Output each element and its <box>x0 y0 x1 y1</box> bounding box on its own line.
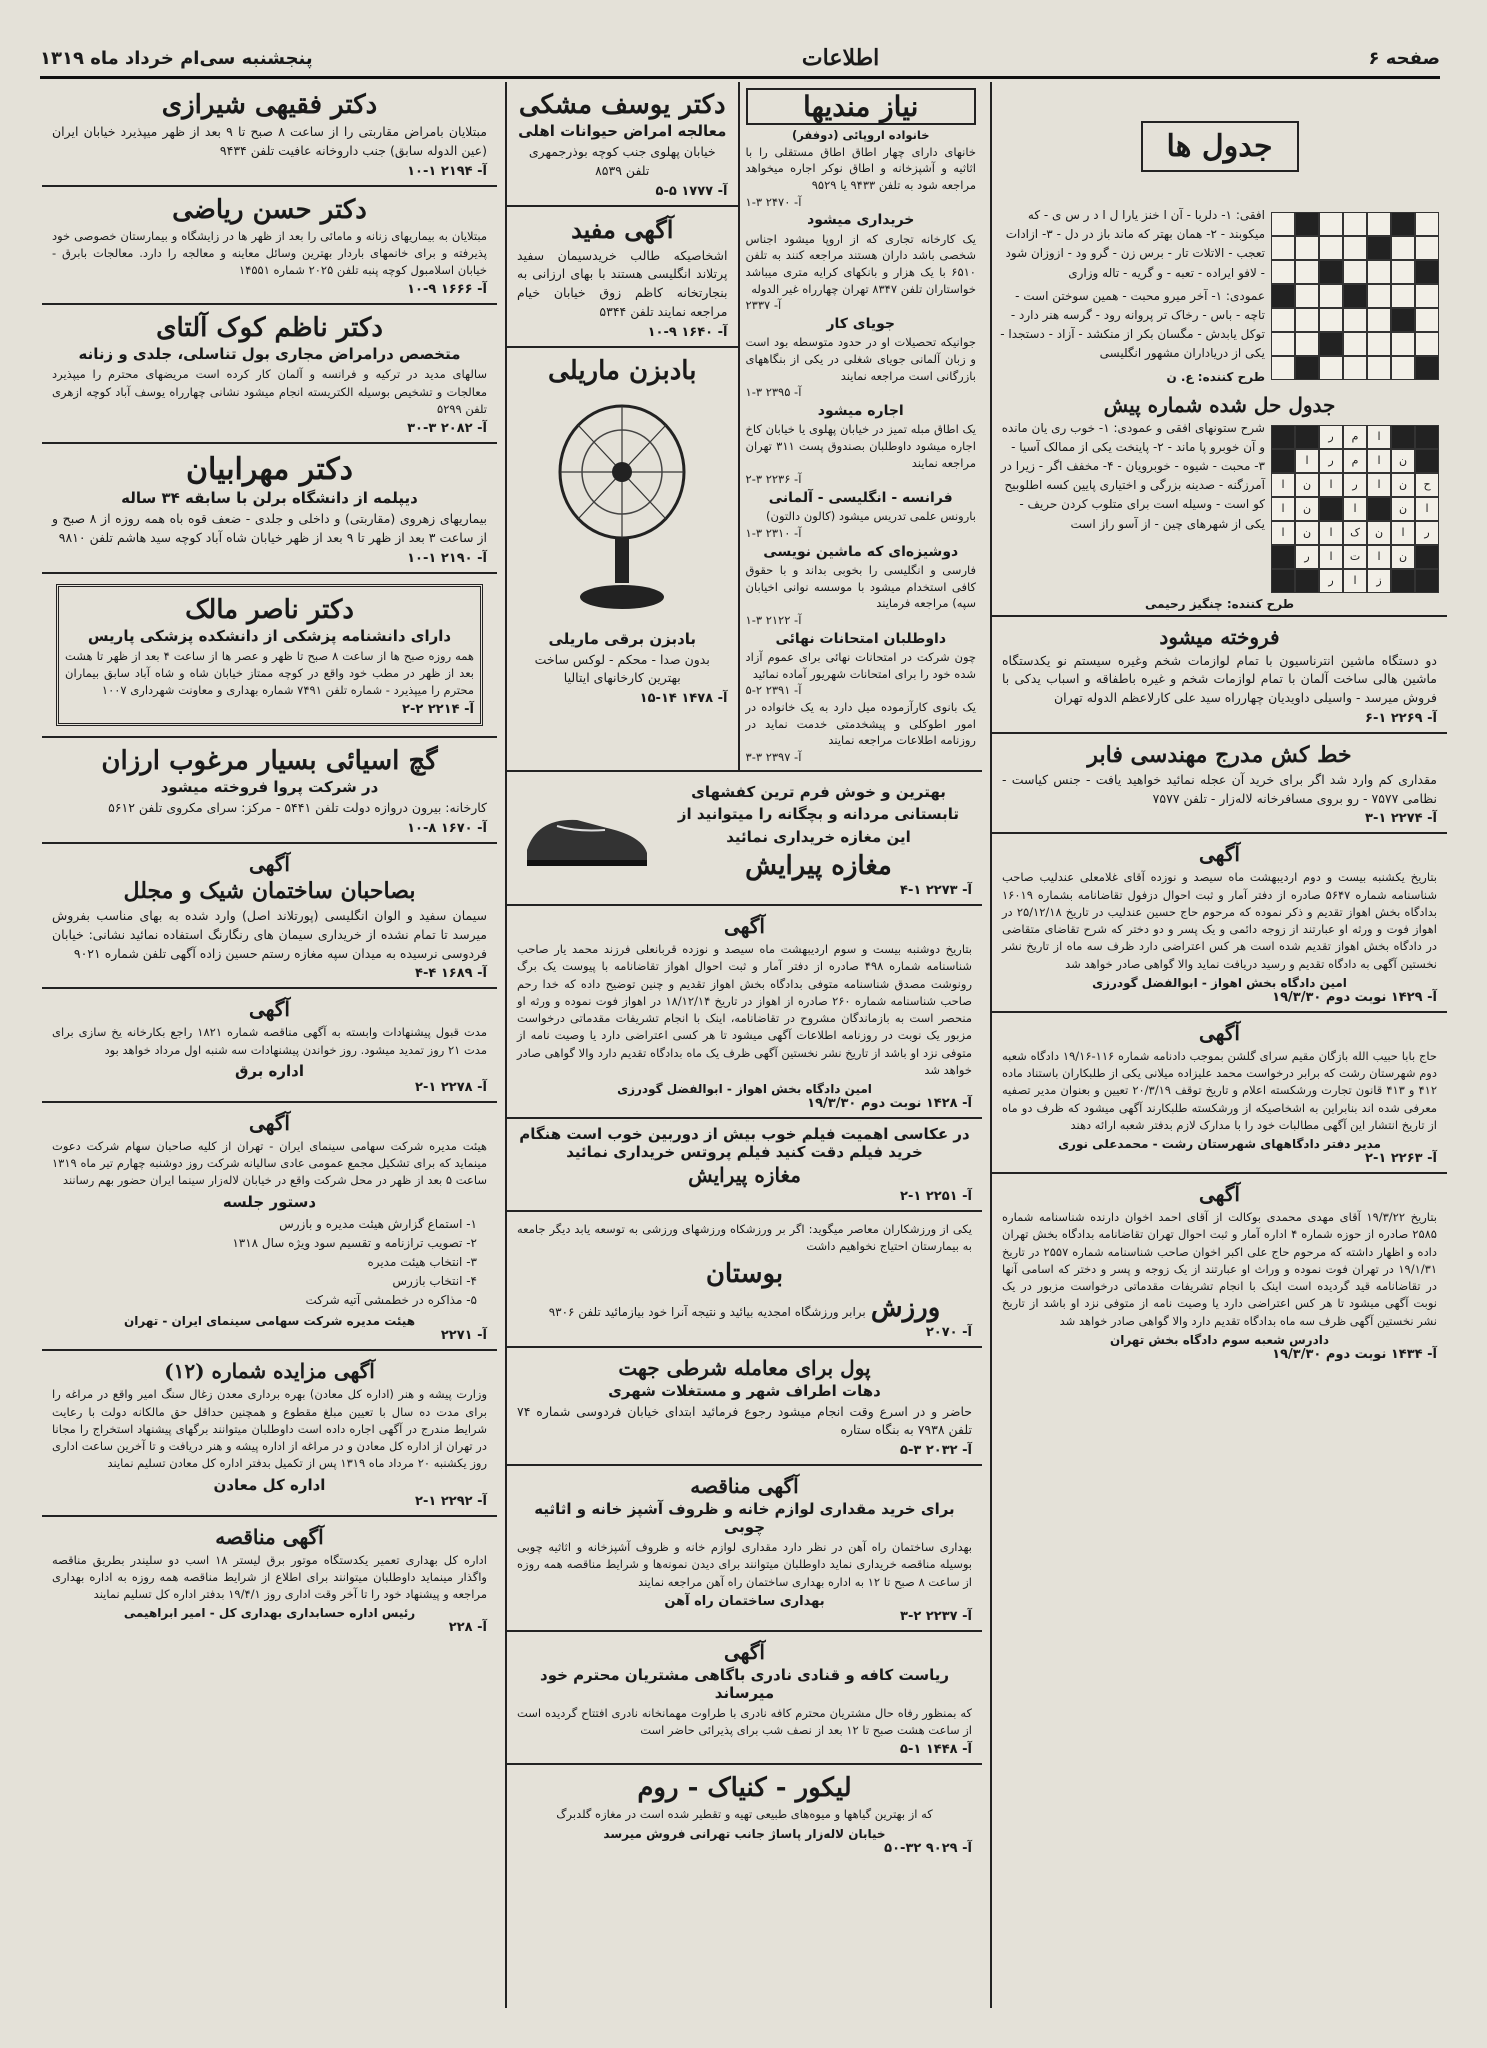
notice-body: حاج بابا حبیب الله بازگان مقیم سرای گلشن بموجب دادنامه شماره ۱۱۶-۱۹/۱۶ دادگاه شعبه دوم شهرستان رشت که برابر درخواست محمد علیزاده میلانی یکی از طلبکاران باستناد ماده ۴۱۲ و ۴۱۳ قانون تجارت ورشکسته اعلام و تاریخ توقف ۲۰/۳/۱۹ تعیین و بعنوان مدیر تصفیه معرفی شده اند بنابراین به اشخاصیکه از ورشکسته طلبکارند آگهی میشود که ظرف دو ماه از تاریخ انتشار این آگهی مطالبات خود را با مدارک لازم بدفتر شعبه ارائه دهند <box>1002 1048 1438 1132</box>
classified-item: خانواده اروپائی (دوففر) خانهای دارای چهار اطاق اطاق مستقلی را با اثاثیه و آشپزخانه و اطاق نوکر اجاره میخواهد مراجعه شود به تلفن ۹۴۳۳ یا ۹۵۲۹ آ- ۲۴۷۰ ۳-۱ <box>745 128 976 209</box>
column-left <box>42 82 497 2008</box>
ad-doctor-mehrabian <box>42 444 497 574</box>
tender-sign: بهداری ساختمان راه آهن <box>664 1593 825 1609</box>
crossword-title: جدول ها <box>1141 121 1299 172</box>
notice-title: آگهی <box>1199 842 1240 867</box>
doctor-tel: آ- ۲۲۱۴ ۲-۲ <box>402 702 474 718</box>
ad-ruler-title: خط کش مدرج مهندسی فابر <box>1087 741 1352 768</box>
notice-sign: دادرس شعبه سوم دادگاه بخش تهران <box>1109 1332 1330 1347</box>
ad-sale-tel: آ- ۲۲۶۹ ۱-۶ <box>1365 710 1437 726</box>
doctor-name: دکتر ناصر مالک <box>185 594 354 625</box>
tender-tel: آ- ۲۲۸ <box>448 1620 487 1636</box>
newspaper-name: اطلاعات <box>801 45 880 71</box>
ad-ruler <box>992 734 1447 835</box>
cinema-tel: آ- ۲۲۷۱ <box>440 1328 487 1344</box>
agenda-item: ۴- انتخاب بازرس <box>392 1274 477 1289</box>
classified-item: خریداری میشود یک کارخانه تجاری که از اروپا میشود اجناس شخصی باشد داران هستند مراجعه کنند به تلفن ۶۵۱۰ با یک هزار و بانکهای کرایه متری میباشد خواستاران تلفن ۸۳۴۷ تهران چهارراه غیر الدوله آ- ۲۳۳۷ <box>745 212 976 313</box>
notice-sign: امین دادگاه بخش اهواز - ابوالفضل گودرزی <box>1092 975 1347 990</box>
cinema-sign: هیئت مدیره شرکت سهامی سینمای ایران - تهران <box>123 1314 416 1329</box>
doctor-tel: آ- ۲۱۹۰ ۱-۱۰ <box>407 550 487 566</box>
cinema-agenda <box>52 1215 487 1311</box>
issue-date: پنجشنبه سی‌ام خرداد ماه ۱۳۱۹ <box>40 47 313 69</box>
column-middle <box>505 82 982 2008</box>
shoe-tel: آ- ۲۲۷۳ ۱-۴ <box>900 883 972 899</box>
agenda-item: ۵- مذاکره در خطمشی آتیه شرکت <box>305 1293 477 1308</box>
notice-body: بتاریخ دوشنبه بیست و سوم اردیبهشت ماه سیصد و نوزده قربانعلی فرزند محمد یار صاحب شناسنامه شماره ۴۹۸ صادره از دفتر آمار و ثبت احوال اهواز تقاضانامه با پیوست یک برگ رونوشت مصدق شناسنامه متوفی بدادگاه بخش اهواز تقدیم و چنین توضیح داده که خدا رحم صاحب شناسنامه شماره ۲۶۰ صادره از اهواز در تاریخ ۱۸/۱۲/۱۴ در اهواز فوت نموده و ورثه او منحصر است به بازماندگان مشروح در تقاضانامه، اینک با انجام تشریفات مقدماتی درخواست مزبور یک نوبت در روزنامه اطلاعات آگهی میشود تا هر کسی اعتراضی دارد یا وصیت نامه از متوفی نزد او باشد از تاریخ نشر نخستین آگهی ظرف یک ماه بدادگاه تقدیم دارد والا گواهی صادر خواهد شد <box>517 942 972 1077</box>
plaster-body: کارخانه: بیرون دروازه دولت تلفن ۵۴۴۱ - مرکز: سرای مکروی تلفن ۵۶۱۲ <box>108 800 487 816</box>
ad-sale-title: فروخته میشود <box>1159 624 1280 649</box>
doctor-name: دکتر ناظم کوک آلتای <box>156 313 383 344</box>
agenda-item: ۲- تصویب ترازنامه و تقسیم سود ویژه سال ۱۳۱۸ <box>232 1235 477 1250</box>
ad-auction <box>42 1351 497 1516</box>
money-tel: آ- ۲۰۳۲ ۳-۵ <box>900 1443 972 1459</box>
page-number: صفحه ۶ <box>1368 47 1440 69</box>
cement-tel: آ- ۱۶۸۹ ۴-۴ <box>415 966 487 982</box>
doctor-body: همه روزه صبح ها از ساعت ۸ صبح تا ظهر و عصر ها از ساعت ۴ بعد از ظهر تا هشت بعد از ظهر در مطب خود واقع در کوچه ممتاز خیابان شاه و شاه آباد سابق بیماران محترم را میپذیرد - شماره تلفن ۷۴۹۱ شماره بهداری و معاونت شهرداری ۱۰۰۷ <box>65 648 474 697</box>
crossword-body <box>1000 206 1439 387</box>
ad-fan <box>507 348 738 713</box>
notice-tel: آ- ۲۲۶۳ ۱-۲ <box>1365 1151 1437 1167</box>
auction-body: وزارت پیشه و هنر (اداره کل معادن) بهره برداری معدن زغال سنگ امیر واقع در مراغه را برای مدت ده سال با تعیین مبلغ مقطوع و همچنین حداقل حق مالکانه دولت با رعایت شرایط مندرج در آگهی اجاره داده است داوطلبان میتوانند برگهای پیشنهاد استخراج را مجانا در تهران از اداره کل معادن و در مراغه از اداره پیشه و هنر دریافت و تا آخرین ساعت اداری روز یکشنبه ۲۰ مرداد ماه ۱۳۱۹ پس از تکمیل بدفتر اداره کل معادن تسلیم نمایند <box>52 1387 487 1471</box>
solved-title: جدول حل شده شماره پیش <box>1103 392 1336 417</box>
shoe-illustration <box>517 798 657 878</box>
page-header <box>40 40 1440 79</box>
auction-tel: آ- ۲۲۹۲ ۱-۲ <box>415 1493 487 1509</box>
notice-inheritance-2 <box>992 1174 1447 1368</box>
doctor-body: مبتلایان بامراض مقاربتی را از ساعت ۸ صبح تا ۹ بعد از ظهر میپذیرد خیابان ایران (عین الدوله سابق) جنب داروخانه عافیت تلفن ۹۴۳۴ <box>52 124 487 158</box>
ad-cafe <box>507 1632 982 1766</box>
notice-title: آگهی <box>1199 1182 1240 1207</box>
middle-top-left <box>507 82 738 770</box>
doctor-sub: متخصص درامراض مجاری بول تناسلی، جلدی و زنانه <box>78 345 461 364</box>
ad-useful <box>507 207 738 348</box>
solved-body <box>1000 419 1439 597</box>
solved-grid: ا م ر ن ا م ر ا ح ن ا ر ا ن ا ا ن ا ن ا ر ا ن ک ا ن ا ن ا ت ا ر ز ا ر <box>1273 425 1439 591</box>
money-body: حاضر و در اسرع وقت انجام میشود رجوع فرمائید ابتدای خیابان فردوسی شماره ۷۴ تلفن ۷۹۳۸ به بنگاه ستاره <box>517 1403 972 1438</box>
plaster-title: گچ اسیائی بسیار مرغوب ارزان <box>101 746 438 777</box>
notice-title: آگهی <box>1199 1020 1240 1045</box>
money-title: پول برای معامله شرطی جهت <box>618 1355 871 1380</box>
ad-doctor-faghihi <box>42 82 497 187</box>
varzesh-title: ورزش <box>870 1292 941 1323</box>
electric-title: آگهی <box>249 997 290 1022</box>
notice-tel: آ- ۱۴۳۴ نوبت دوم ۱۹/۳/۳۰ <box>1272 1346 1437 1362</box>
cinema-agenda-title: دستور جلسه <box>222 1192 317 1211</box>
column-right <box>990 82 1447 2008</box>
crossword-header <box>1000 86 1439 206</box>
tender-sign: رئیس اداره حسابداری بهداری کل - امیر ابراهیمی <box>123 1606 416 1621</box>
liqueur-title: لیکور - کنیاک - روم <box>637 1773 852 1804</box>
fan-tel: آ- ۱۴۷۸ ۱۴-۱۵ <box>639 691 728 706</box>
liqueur-body: که از بهترین گیاهها و میوه‌های طبیعی تهیه و تقطیر شده است در مغازه گلدبرگ <box>556 1807 933 1822</box>
cement-body: سیمان سفید و الوان انگلیسی (پورتلاند اصل) وارد شده به بهای مناسب بفروش میرسد تا تمام نشده از خریداری سیمان های رنگارنگ استفاده نمائید نشانی: خیابان فردوسی نرسیده به میدان سپه مغازه رستم حسین زاده آگهی تلفن شماره ۹۰۲۱ <box>52 908 487 961</box>
cafe-title: آگهی <box>724 1639 765 1664</box>
ad-film <box>507 1119 982 1212</box>
ad-plaster <box>42 738 497 844</box>
tender-body: اداره کل بهداری تعمیر یکدستگاه موتور برق لیستر ۱۸ اسب دو سلیندر بطریق مناقصه واگذار مینماید داوطلبان میتوانند برای اطلاع از شرایط مناقصه همه روزه به اداره بهداری مراجعه و پیشنهاد خود را تا آخر وقت اداری روز ۱۹/۴/۱ بدفتر اداره کل تسلیم نمایند <box>52 1552 487 1602</box>
film-tel: آ- ۲۲۵۱ ۱-۲ <box>900 1189 972 1205</box>
fan-sub: بادبزن برقی ماریلی <box>548 629 697 648</box>
cement-title: آگهی <box>249 852 290 876</box>
cafe-sub: ریاست کافه و قنادی نادری باگاهی مشتریان محترم خود میرساند <box>540 1665 949 1702</box>
doctor-sub: دارای دانشنامه پزشکی از دانشکده پزشکی پاریس <box>87 626 452 645</box>
agenda-item: ۱- استماع گزارش هیئت مدیره و بازرس <box>279 1216 477 1231</box>
classified-item: دوشیزه‌ای که ماشین نویسی فارسی و انگلیسی را بخوبی بداند و با حقوق کافی استخدام میشود با موسسه نوانی اخیابان سپه) مراجعه فرمایند آ- ۲۱۲۲ ۳-۱ <box>745 543 976 627</box>
fan-desc: بدون صدا - محکم - لوکس ساخت بهترین کارخانهای ایتالیا <box>534 651 710 686</box>
notice-inheritance-1 <box>992 834 1447 1013</box>
notice-body: بتاریخ یکشنبه بیست و دوم اردیبهشت ماه سیصد و نوزده آقای غلامعلی عندلیب صاحب شناسنامه شماره ۵۶۴۷ صادره از دفتر آمار و ثبت احوال دزفول تقاضانامه بشماره ۱۶۰۱۹ بدادگاه بخش اهواز تقدیم و ذکر نموده که مرحوم حاج حسین عندلیب در تاریخ ۲۵/۱۲/۱۸ در اهواز فوت و ورثه او عبارتند از زوجه دائمی و یک پسر و دو دختر که شرح تقاضای متقاضی در دادگاه بخش اهواز تقدیم شده است هر کس اعتراضی دارد ظرف سه ماه از تاریخ نشر نخستین آگهی به دادگاه تقدیم و رسید دریافت نماید والا گواهی صادر خواهد شد <box>1002 870 1437 971</box>
ad-vet-doctor <box>507 82 738 207</box>
doctor-body: سالهای مدید در ترکیه و فرانسه و آلمان کار کرده است مریضهای محترم را میپذیرد معالجات و تشخیص بوسیله الکتریسته انجام میشود نشانی چهارراه یوسف آباد کوچه ازهری تلفن ۵۲۹۹ <box>52 367 487 416</box>
doctor-tel: آ- ۲۱۹۴ ۱-۱۰ <box>407 163 487 179</box>
auction-title: آگهی مزایده شماره (۱۲) <box>164 1359 375 1384</box>
ad-electric-office <box>42 989 497 1103</box>
ad-sale-machines <box>992 617 1447 734</box>
ad-tender-health <box>42 1517 497 1642</box>
film-headline: در عکاسی اهمیت فیلم خوب بیش از دوربین خوب است هنگام خرید فیلم دقت کنید فیلم پروتس خریداری نمائید <box>519 1125 970 1162</box>
ad-liqueur <box>507 1765 982 1861</box>
ad-doctor-altay <box>42 305 497 444</box>
middle-top-split <box>507 82 982 772</box>
classifieds-title: نیاز مندیها <box>746 88 977 125</box>
varzesh-tel: آ- ۲۰۷۰ <box>925 1324 972 1340</box>
vet-addr: خیابان پهلوی جنب کوچه بوذرجمهری تلفن ۸۵۳۹ <box>528 144 716 178</box>
electric-body: مدت قبول پیشنهادات وابسته به آگهی مناقصه شماره ۱۸۲۱ راجع بکارخانه یخ سازی برای مدت ۲۱ روز تمدید میشود. روز خواندن پیشنهادات سه شنبه اول مرداد خواهد بود <box>52 1025 488 1057</box>
agenda-item: ۳- انتخاب هیئت مدیره <box>367 1254 477 1269</box>
tender-body: بهداری ساختمان راه آهن در نظر دارد مقداری لوازم خانه و ظروف آشپزخانه و اثاثیه چوبی بوسیله مناقصه خریداری نماید داوطلبان میتوانند برای دیدن نمونه‌ها و شرایط مناقصه همه روزه از ساعت ۸ صبح تا ۱۲ به اداره بهداری ساختمان راه آهن مراجعه نمایند <box>517 1540 972 1589</box>
money-sub: دهات اطراف شهر و مستغلات شهری <box>608 1381 881 1400</box>
ad-tender-railway <box>507 1466 982 1632</box>
notice-sign: امین دادگاه بخش اهواز - ابوالفضل گودرزی <box>617 1082 872 1097</box>
vet-sub: معالجه امراض حیوانات اهلی <box>518 122 727 140</box>
cafe-tel: آ- ۱۴۴۸ ۱-۵ <box>900 1742 972 1758</box>
crossword-author: طرح کننده: ع. ن <box>1166 369 1265 384</box>
ad-cinema-meeting <box>42 1103 497 1352</box>
cinema-title: آگهی <box>249 1110 290 1135</box>
classified-item: یک بانوی کارآزموده میل دارد به یک خانواده در امور اطوکلی و پیشخدمتی خدمت نماید در روزنامه اطلاعات مراجعه نمایند آ- ۲۳۹۷ ۳-۳ <box>745 699 976 764</box>
cafe-body: که بمنظور رفاه حال مشتریان محترم کافه نادری با طراوت مهمانخانه نادری افتتاح گردیده است از ساعت هشت صبح تا ۱۲ بعد از نصف شب برای پذیرائی حاضر است <box>517 1705 972 1738</box>
ad-cement <box>42 844 497 989</box>
tender-sub: برای خرید مقداری لوازم خانه و ظروف آشپز خانه و اثاثیه چوبی <box>534 1500 955 1537</box>
bustan-intro: یکی از ورزشکاران معاصر میگوید: اگر بر ورزشکاه ورزشهای ورزشی به توسعه یابد دیگر جامعه به بیمارستان احتیاج نخواهیم داشت <box>517 1222 972 1254</box>
fan-title: بادبزن ماریلی <box>548 355 697 386</box>
solved-desc: شرح ستونهای افقی و عمودی: ۱- خوب ری یان مانده و آن خوبرو پا ماند - ۲- پاینخت یکی از ممالک آسیا - ۳- محبت - شیوه - خوبرویان - ۴- مخفف اگر - زیرا در آمرزگنه - صدینه بزرگی و اختیاری پایین کسه اطلوبیح کو است - وسیله است برای متلوب کردن حریف - یکی از شهرهای چین - از آسو راز است <box>1000 420 1265 531</box>
notice-title: آگهی <box>724 914 765 939</box>
tender-title: آگهی مناقصه <box>215 1524 324 1549</box>
classified-item: داوطلبان امتحانات نهائی چون شرکت در امتحانات نهائی برای عموم آزاد شده خود را برای امتحانات شهریور آماده نمائید آ- ۲۳۹۱ ۲-۵ <box>745 630 976 698</box>
crossword-grid <box>1273 212 1439 378</box>
ad-shoes <box>507 772 982 907</box>
liqueur-tel: آ- ۹۰۲۹ ۳۲-۵۰ <box>884 1840 972 1856</box>
notice-sign: مدیر دفتر دادگاههای شهرستان رشت - محمدعلی نوری <box>1058 1137 1381 1152</box>
ad-doctor-riazi <box>42 187 497 306</box>
useful-title: آگهی مفید <box>571 214 674 244</box>
crossword-section <box>992 82 1447 617</box>
notice-body: بتاریخ ۱۹/۳/۲۲ آقای مهدی محمدی بوکالت از آقای احمد اخوان دارنده شناسنامه شماره ۲۵۸۵ صادره از حوزه شماره ۴ اداره آمار و ثبت احوال تهران تقاضانامه بدادگاه بخش تهران داده و اظهار داشته که مرحوم حاج علی اکبر اخوان صاحب شناسنامه شماره ۲۵۵۷ در تاریخ ۱۹/۱/۳۱ در تهران فوت نموده و وراث او عبارتند از یک زوجه و پسر و دختر که اسامی آنها در تقاضانامه قید گردیده است اینک با انجام تشریفات مقدماتی درخواست مزبور در یک نوبت آگهی میشود تا هر کس اعتراضی دارد یا وصیت نامه از متوفی نزد او باشد از تاریخ نشر نخستین آگهی ظرف سه ماه بدادگاه تقدیم دارد والا گواهی صادر خواهد شد <box>1002 1210 1438 1328</box>
doctor-name: دکتر مهرابیان <box>185 452 354 487</box>
plaster-tel: آ- ۱۶۷۰ ۸-۱۰ <box>407 821 487 836</box>
electric-sign: اداره برق <box>234 1061 305 1080</box>
cinema-body: هیئت مدیره شرکت سهامی سینمای ایران - تهران از کلیه صاحبان سهام شرکت دعوت مینماید که برای تشکیل مجمع عمومی عادی سالیانه شرکت روز دوشنبه چهارم تیر ماه ۱۳۱۹ ساعت ۵ بعد از ظهر در محل شرکت واقع در خیابان لاله‌زار سینما ایران حضور بهم رسانند <box>52 1138 487 1188</box>
ad-bustan <box>507 1212 982 1348</box>
ad-doctor-malek <box>42 574 497 739</box>
doctor-name: دکتر حسن ریاضی <box>172 194 367 225</box>
notice-tel: آ- ۱۴۲۹ نوبت دوم ۱۹/۳/۳۰ <box>1272 989 1437 1005</box>
doctor-sub: دیپلمه از دانشگاه برلن با سابقه ۳۴ ساله <box>121 489 418 507</box>
doctor-name: دکتر فقیهی شیرازی <box>161 90 378 120</box>
notice-bankruptcy <box>992 1013 1447 1174</box>
notice-ahvaz <box>507 906 982 1119</box>
ad-money <box>507 1348 982 1467</box>
notice-tel: آ- ۱۴۲۸ نوبت دوم ۱۹/۳/۳۰ <box>807 1096 972 1112</box>
crossword-horizontal: افقی: ۱- دلربا - آن ا خنز یارا ل ا د ر س ی - که میکوبند - ۲- همان بهتر که ماند باز در دل - ۳- ازادات تعجب - الاتلات تار - برس زن - گرو ود - ازوزان شود - لافو ایراده - تعبه - و گریه - تاله وزاری <box>1005 208 1265 280</box>
liqueur-addr: خیابان لاله‌زار پاساژ جانب تهرانی فروش میرسد <box>603 1826 886 1841</box>
classified-item: فرانسه - انگلیسی - آلمانی بارونس علمی تدریس میشود (کالون دالتون) آ- ۲۳۱۰ ۳-۱ <box>745 489 976 540</box>
ad-ruler-tel: آ- ۲۲۷۴ ۱-۳ <box>1365 811 1437 827</box>
shoe-store: مغازه پیرایش <box>745 851 892 882</box>
solved-author: طرح کننده: چنگیز رحیمی <box>1144 596 1295 611</box>
vet-title: دکتر یوسف مشکی <box>518 90 726 120</box>
electric-fan-illustration <box>547 392 697 622</box>
doctor-tel: آ- ۲۰۸۲ ۳-۳۰ <box>407 421 487 436</box>
useful-tel: آ- ۱۶۴۰ ۹-۱۰ <box>647 324 728 340</box>
shoe-headline: بهترین و خوش فرم ترین کفشهای تابستانی مردانه و بچگانه را میتوانید از این مغازه خریداری نمائید <box>677 782 960 846</box>
cement-sub: بصاحبان ساختمان شیک و مجلل <box>123 878 416 904</box>
classified-item: جویای کار جوانیکه تحصیلات او در حدود متوسطه بود است و زبان آلمانی جویای شغلی در یکی از بنگاههای بازرگانی است مراجعه نمایند آ- ۲۳۹۵ ۳-۱ <box>745 316 976 400</box>
electric-tel: آ- ۲۲۷۸ ۱-۲ <box>415 1079 487 1095</box>
varzesh-body: برابر ورزشگاه امجدیه بیائید و نتیجه آنرا خود بیازمائید تلفن ۹۳۰۶ <box>548 1304 866 1319</box>
tender-title: آگهی مناقصه <box>690 1474 799 1499</box>
tender-tel: آ- ۲۲۳۷ ۲-۳ <box>900 1608 972 1624</box>
plaster-sub: در شرکت پروا فروخته میشود <box>160 778 379 797</box>
crossword-vertical: عمودی: ۱- آخر میرو محبت - همین سوختن است - تاچه - باس - رخاک تر پروانه رود - گرسه هنر دارد - توکل یابدش - مگسان بکر از منکشد - آزاد - دستجدا - یکی از دریاداران مشهور انگلیسی <box>1000 288 1265 361</box>
classified-item: اجاره میشود یک اطاق مبله تمیز در خیابان پهلوی یا خیابان کاخ اجاره میشود داوطلبان بصندوق پست ۳۱۱ تهران مراجعه نمایند آ- ۲۲۳۶ ۳-۲ <box>745 403 976 487</box>
bustan-title: بوستان <box>705 1258 784 1289</box>
doctor-tel: آ- ۱۶۶۶ ۹-۱۰ <box>407 282 487 298</box>
ad-sale-body: دو دستگاه ماشین انترناسیون با تمام لوازمات شخم وغیره سیستم نو یکدستگاه ماشین هالی ساخت آلمان با تمام لوازمات شخم و غیره باطفاقه و اسباب یدکی با فروش میرسد - واسیلی داویدیان چهارراه سید علی کارلاعظم الدوله تهران <box>1002 652 1437 706</box>
doctor-body: مبتلایان به بیماریهای زنانه و مامائی را بعد از ظهر ها در زایشگاه و بیمارستان خصوصی خود پذیرفته و برای خانمهای باردار بهترین وسائل معاینه و معالجه را دارد. معالجات بابرق - خیابان اسلامبول کوچه پنبه تلفن ۲۰۲۵ شماره ۱۴۵۵۱ <box>52 228 487 277</box>
doctor-body: بیماریهای زهروی (مقاربتی) و داخلی و جلدی - ضعف قوه باه همه روزه از ۸ صبح و از ساعت ۳ بعد از ظهر تا ۹ بعد از ظهر خیابان شاه آباد کوچه سید هاشم تلفن ۹۸۱۰ <box>52 511 487 545</box>
ad-ruler-body: مقداری کم وارد شد اگر برای خرید آن عجله نمائید خواهید یافت - جنس کیاست - نظامی ۷۵۷۷ - رو بروی مسافرخانه لاله‌زار - تلفن ۷۵۷۷ <box>1002 771 1437 806</box>
vet-tel: آ- ۱۷۷۷ ۵-۵ <box>655 183 728 199</box>
classifieds <box>738 82 983 770</box>
auction-sign: اداره کل معادن <box>213 1475 326 1494</box>
useful-body: اشخاصیکه طالب خریدسیمان سفید پرتلاند انگلیسی هستند با بهای ارزانی به بنجارتخانه کاظم زوق خیابان خیام مراجعه نمایند تلفن ۵۳۴۴ <box>517 247 728 319</box>
film-store: مغازه پیرایش <box>688 1163 801 1188</box>
